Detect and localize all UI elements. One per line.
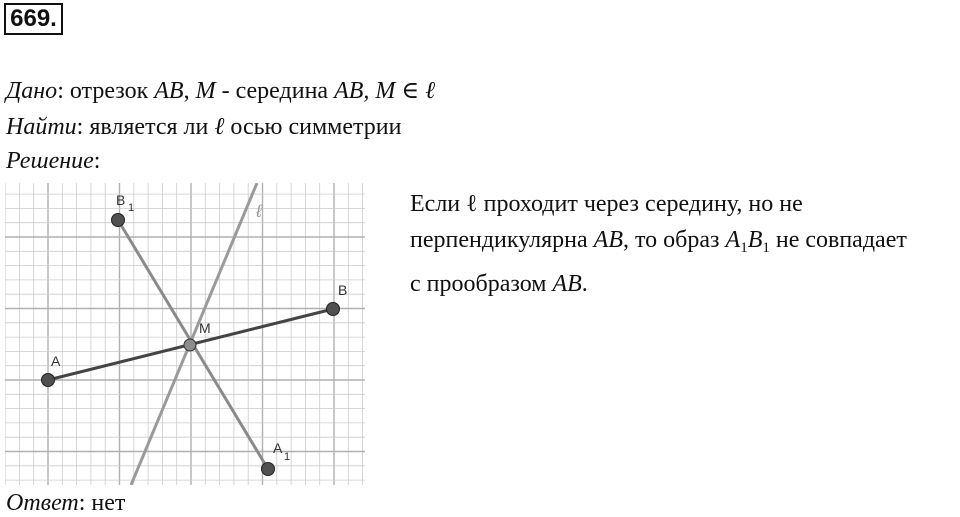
label-m: M — [199, 320, 211, 336]
given-segment-ab: AB — [154, 78, 184, 104]
find-line-l: ℓ — [214, 114, 225, 140]
given-m-in-l: , M ∈ ℓ — [363, 78, 436, 104]
label-a1-sub: 1 — [284, 451, 291, 463]
solution-colon: : — [93, 148, 101, 174]
find-rest: осью симметрии — [224, 114, 402, 140]
find-line — [6, 114, 401, 141]
problem-number: 669. — [4, 3, 63, 35]
point-a — [42, 374, 55, 387]
point-b — [327, 303, 340, 316]
label-a1: A — [273, 440, 283, 456]
explanation-a1: A — [725, 227, 741, 253]
label-l: ℓ — [256, 201, 262, 221]
given-text: : отрезок — [57, 78, 155, 104]
geometry-figure — [5, 183, 365, 485]
point-m — [184, 339, 196, 351]
explanation-b1-sub: 1 — [762, 240, 770, 256]
answer-label: Ответ — [6, 490, 79, 516]
given-separator: , — [183, 78, 196, 104]
label-b1-sub: 1 — [128, 202, 135, 214]
explanation-block — [410, 186, 960, 302]
answer-line — [6, 490, 125, 517]
explanation-text: перпендикулярна — [410, 227, 594, 253]
explanation-segment-ab-2: AB — [552, 271, 582, 297]
solution-label: Решение — [6, 148, 94, 174]
explanation-text-2: , то образ — [623, 227, 726, 253]
label-b: B — [338, 282, 348, 298]
explanation-a1-sub: 1 — [740, 240, 748, 256]
label-b1: B — [116, 192, 126, 208]
given-label: Дано — [6, 78, 58, 104]
answer-text: : нет — [78, 490, 126, 516]
find-label: Найти — [6, 114, 77, 140]
explanation-period: . — [581, 271, 588, 297]
explanation-text-4: с прообразом — [410, 271, 553, 297]
explanation-b1: B — [747, 227, 763, 253]
given-midpoint-text: - середина — [215, 78, 335, 104]
explanation-line-3 — [410, 266, 960, 302]
find-text: : является ли — [76, 114, 215, 140]
point-a1 — [262, 463, 275, 476]
solution-line — [6, 148, 100, 175]
given-segment-ab-2: AB — [334, 78, 364, 104]
point-b1 — [112, 214, 125, 227]
explanation-text-3: не совпадает — [769, 227, 907, 253]
given-line — [6, 76, 435, 105]
explanation-line-2 — [410, 222, 960, 266]
label-a: A — [51, 353, 61, 369]
explanation-line-1: Если ℓ проходит через середину, но не — [410, 191, 803, 217]
explanation-segment-ab: AB — [593, 227, 623, 253]
given-point-m: M — [195, 78, 216, 104]
